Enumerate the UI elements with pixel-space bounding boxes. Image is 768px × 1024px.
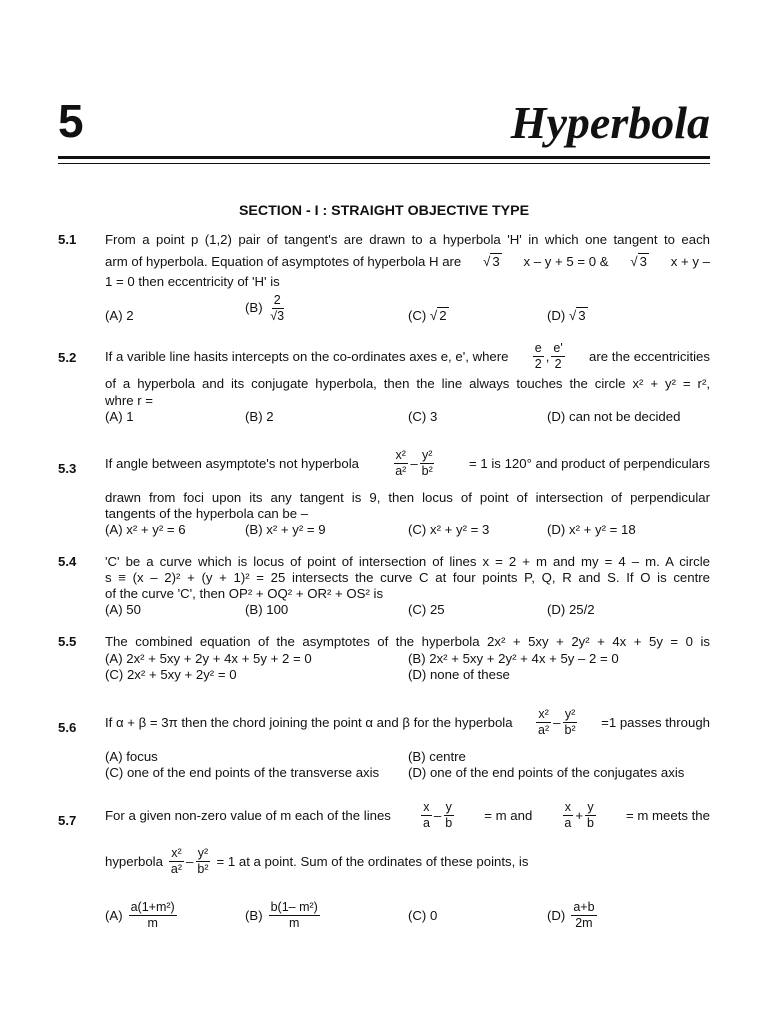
- denominator: a: [422, 816, 430, 830]
- denominator: a²: [170, 862, 183, 876]
- question-number: 5.6: [58, 720, 77, 735]
- question-text: hyperbola: [105, 854, 163, 869]
- radicand: 3: [277, 309, 285, 323]
- denominator: b: [445, 816, 453, 830]
- sqrt-symbol: √ 2: [429, 308, 447, 323]
- fraction: [443, 801, 454, 830]
- option-c[interactable]: (C) 2x² + 5xy + 2y² = 0: [105, 667, 237, 682]
- question-5-6: [58, 707, 710, 784]
- question-text: = 1 is 120° and product of perpendiculars: [469, 456, 710, 471]
- radicand: 2: [439, 308, 447, 323]
- option-b[interactable]: (B) 2: [245, 409, 274, 424]
- denominator: 2: [534, 357, 542, 371]
- option-label: (B): [245, 299, 263, 315]
- chapter-title: Hyperbola: [510, 97, 710, 148]
- option-c[interactable]: [408, 308, 449, 323]
- numerator: x: [423, 800, 430, 814]
- question-number: 5.5: [58, 634, 77, 649]
- option-a[interactable]: (A) 1: [105, 409, 134, 424]
- fraction: [195, 847, 210, 876]
- question-5-5: [58, 634, 710, 686]
- chapter-number: 5: [58, 95, 84, 147]
- fraction: [393, 449, 408, 478]
- numerator: e': [553, 341, 563, 355]
- question-text: = 1 at a point. Sum of the ordinates of these points, is: [216, 854, 529, 869]
- question-text: tangents of the hyperbola can be –: [105, 506, 309, 521]
- question-text: are the eccentricities: [589, 349, 710, 364]
- denominator: √3: [270, 309, 285, 323]
- question-text: of a hyperbola and its conjugate hyperbola, then the line always touches the circle x² + y² = r²,: [105, 376, 710, 391]
- option-c[interactable]: (C) 25: [408, 602, 445, 617]
- denominator: a²: [395, 464, 407, 478]
- question-5-3: [58, 448, 710, 541]
- question-text: 1 = 0 then eccentricity of 'H' is: [105, 274, 280, 289]
- numerator: y²: [422, 448, 433, 462]
- question-5-7: [58, 800, 710, 943]
- question-text: [105, 342, 710, 371]
- denominator: m: [147, 916, 158, 930]
- question-text: x + y –: [670, 254, 710, 269]
- question-text: = m and: [484, 808, 533, 823]
- radicand: 3: [578, 308, 586, 323]
- numerator: a(1+m²): [130, 900, 175, 914]
- question-text: of the curve 'C', then OP² + OQ² + OR² + OS² is: [105, 586, 384, 601]
- fraction: [563, 708, 578, 737]
- numerator: x²: [395, 448, 406, 462]
- numerator: y²: [197, 846, 209, 860]
- option-d[interactable]: (D) 25/2: [547, 602, 595, 617]
- question-number: 5.7: [58, 813, 77, 828]
- fraction: [129, 901, 177, 930]
- radicand: 3: [492, 254, 500, 269]
- question-5-4: [58, 554, 710, 624]
- option-b[interactable]: (B) 2x² + 5xy + 2y² + 4x + 5y – 2 = 0: [408, 651, 619, 666]
- question-text: If α + β = 3π then the chord joining the point α and β for the hyperbola: [105, 715, 513, 730]
- question-text: For a given non-zero value of m each of the lines: [105, 808, 391, 823]
- fraction: [420, 449, 435, 478]
- fraction: [533, 342, 544, 371]
- fraction: [551, 342, 564, 371]
- option-label: (A): [105, 908, 123, 923]
- question-5-1: [58, 232, 710, 342]
- fraction: [421, 801, 432, 830]
- option-label: (B): [245, 908, 263, 923]
- comma: ,: [545, 349, 550, 364]
- numerator: x²: [171, 846, 182, 860]
- numerator: y: [445, 800, 452, 814]
- option-d[interactable]: [547, 901, 599, 930]
- question-text: [105, 708, 710, 737]
- question-text: If a varible line hasits intercepts on the co-ordinates axes e, e', where: [105, 349, 509, 364]
- fraction: [536, 708, 551, 737]
- question-text: 'C' be a curve which is locus of point of intersection of lines x = 2 + m and my = 4 – m. A circle: [105, 554, 710, 569]
- numerator: e: [534, 341, 542, 355]
- question-number: 5.3: [58, 461, 77, 476]
- denominator: a²: [538, 723, 550, 737]
- option-label: (C): [408, 308, 427, 323]
- minus-sign: –: [410, 456, 418, 471]
- question-text: drawn from foci upon its any tangent is 9, then locus of point of intersection of perpendicular: [105, 490, 710, 505]
- section-title: SECTION - I : STRAIGHT OBJECTIVE TYPE: [238, 203, 530, 219]
- option-a[interactable]: (A) x² + y² = 6: [105, 522, 186, 537]
- question-text: whre r =: [105, 393, 154, 408]
- option-d[interactable]: (D) can not be decided: [547, 409, 681, 424]
- sqrt-symbol: √ 3: [630, 254, 647, 269]
- fraction: [571, 901, 596, 930]
- question-text: s ≡ (x – 2)² + (y + 1)² = 25 intersects the curve C at four points P, Q, R and S. If O is centre: [105, 570, 710, 585]
- fraction: [268, 294, 286, 323]
- option-c[interactable]: (C) x² + y² = 3: [408, 522, 490, 537]
- header-rule-thin: [58, 163, 710, 164]
- option-c[interactable]: (C) 0: [408, 908, 438, 923]
- fraction: [269, 901, 320, 930]
- minus-sign: –: [186, 854, 194, 869]
- option-c[interactable]: (C) one of the end points of the transverse axis: [105, 765, 380, 780]
- question-number: 5.4: [58, 554, 77, 569]
- denominator: 2m: [575, 916, 593, 930]
- fraction: [562, 801, 573, 830]
- denominator: a: [564, 816, 572, 830]
- question-number: 5.1: [58, 232, 77, 247]
- numerator: a+b: [573, 900, 595, 914]
- denominator: b: [587, 816, 594, 830]
- sqrt-symbol: √ 3: [568, 308, 586, 323]
- numerator: y²: [564, 707, 576, 721]
- denominator: b²: [197, 862, 209, 876]
- option-label: (D): [547, 908, 566, 923]
- option-b[interactable]: (B) 100: [245, 602, 289, 617]
- option-c[interactable]: (C) 3: [408, 409, 438, 424]
- question-text: [105, 801, 710, 830]
- question-text: If angle between asymptote's not hyperbola: [105, 456, 359, 471]
- question-number: 5.2: [58, 350, 77, 365]
- numerator: y: [587, 800, 594, 814]
- option-b[interactable]: [245, 901, 322, 930]
- numerator: x²: [538, 707, 549, 721]
- question-text: arm of hyperbola. Equation of asymptotes of hyperbola H are: [105, 254, 462, 269]
- option-a[interactable]: (A) focus: [105, 749, 158, 764]
- option-d[interactable]: (D) none of these: [408, 667, 510, 682]
- denominator: b²: [564, 723, 576, 737]
- plus-sign: +: [575, 808, 584, 823]
- question-text: = m meets the: [626, 808, 710, 823]
- minus-sign: –: [553, 715, 561, 730]
- option-b[interactable]: (B) centre: [408, 749, 466, 764]
- question-text: [105, 449, 710, 478]
- question-text: From a point p (1,2) pair of tangent's are drawn to a hyperbola 'H' in which one tangent to each: [105, 232, 710, 247]
- option-a[interactable]: (A) 50: [105, 602, 141, 617]
- denominator: b²: [421, 464, 433, 478]
- option-a[interactable]: [105, 901, 179, 930]
- option-d[interactable]: [547, 308, 588, 323]
- option-a[interactable]: (A) 2x² + 5xy + 2y + 4x + 5y + 2 = 0: [105, 651, 312, 666]
- question-5-2: [58, 341, 710, 430]
- numerator: 2: [273, 293, 281, 307]
- minus-sign: –: [433, 808, 442, 823]
- question-text: [105, 254, 710, 269]
- denominator: m: [289, 916, 300, 930]
- question-text: The combined equation of the asymptotes of the hyperbola 2x² + 5xy + 2y² + 4x + 5y = 0 is: [105, 634, 710, 649]
- option-label: (D): [547, 308, 566, 323]
- numerator: x: [564, 800, 571, 814]
- option-d[interactable]: (D) x² + y² = 18: [547, 522, 636, 537]
- header-rule-thick: [58, 156, 710, 159]
- option-b[interactable]: (B) x² + y² = 9: [245, 522, 326, 537]
- question-text: [105, 847, 528, 876]
- denominator: 2: [554, 357, 562, 371]
- question-text: =1 passes through: [601, 715, 710, 730]
- fraction: [585, 801, 596, 830]
- radicand: 3: [639, 254, 647, 269]
- numerator: b(1– m²): [270, 900, 318, 914]
- sqrt-symbol: √ 3: [483, 254, 500, 269]
- option-a[interactable]: (A) 2: [105, 308, 134, 323]
- option-b[interactable]: [245, 294, 288, 323]
- option-d[interactable]: (D) one of the end points of the conjugates axis: [408, 765, 685, 780]
- fraction: [169, 847, 184, 876]
- question-text: x – y + 5 = 0 &: [523, 254, 609, 269]
